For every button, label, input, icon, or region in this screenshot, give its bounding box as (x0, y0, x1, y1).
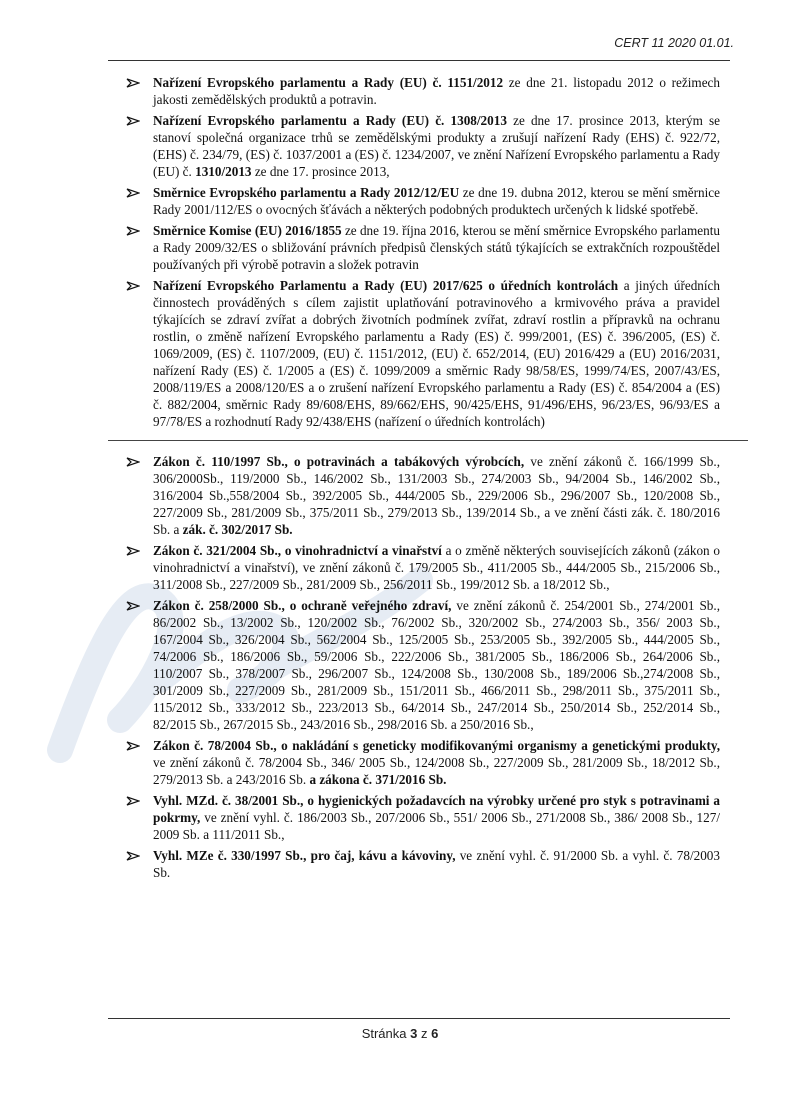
arrow-bullet-icon (126, 281, 140, 291)
legislation-text: ze dne 21. listopadu 2012 o režimech jakosti zemědělských produktů a potravin. (153, 75, 720, 107)
footer-rule (108, 1018, 730, 1019)
arrow-bullet-icon (126, 601, 140, 611)
legislation-text: ze dne 19. října 2016, kterou se mění směrnice Evropského parlamentu a Rady 2009/32/ES o sbližování právních předpisů členských států týkajících se extrakčních rozpouštědel používaných při výrobě potravin a složek potravin (153, 223, 720, 272)
arrow-bullet-icon (126, 188, 140, 198)
arrow-bullet-icon (126, 116, 140, 126)
legislation-item (120, 597, 720, 733)
document-code: CERT 11 2020 01.01. (614, 36, 734, 50)
legislation-title: Nařízení Evropského Parlamentu a Rady (EU) 2017/625 o úředních kontrolách (153, 278, 619, 293)
arrow-bullet-icon (126, 226, 140, 236)
arrow-bullet-icon (126, 457, 140, 467)
legislation-title: 1310/2013 (195, 164, 252, 179)
legislation-title: Zákon č. 321/2004 Sb., o vinohradnictví a vinařství (153, 543, 442, 558)
legislation-title: Nařízení Evropského parlamentu a Rady (EU) č. 1308/2013 (153, 113, 507, 128)
legislation-item (120, 847, 720, 881)
legislation-item (120, 277, 720, 430)
legislation-text: a o změně některých souvisejících zákonů (zákon o vinohradnictví a vinařství), ve znění zákonů č. 179/2005 Sb., 411/2005 Sb., 444/2005 Sb., 215/2006 Sb., 311/2008 Sb., 227/2009 Sb., 281/2009 Sb., 256/2011 Sb., 199/2012 Sb. a 18/2012 Sb., (153, 543, 720, 592)
document-body (120, 74, 720, 885)
legislation-title: zák. č. 302/2017 Sb. (182, 522, 293, 537)
legislation-item (120, 737, 720, 788)
arrow-bullet-icon (126, 78, 140, 88)
footer-current-page: 3 (410, 1026, 418, 1041)
legislation-text: ze dne 19. dubna 2012, kterou se mění směrnice Rady 2001/112/ES o ovocných šťávách a některých podobných produktech určených k lidské spotřebě. (153, 185, 721, 217)
legislation-item (120, 542, 720, 593)
legislation-title: a zákona č. 371/2016 Sb. (309, 772, 447, 787)
arrow-bullet-icon (126, 741, 140, 751)
legislation-title: Zákon č. 78/2004 Sb., o nakládání s geneticky modifikovanými organismy a genetickými produkty, (153, 738, 720, 753)
legislation-text: ve znění zákonů č. 166/1999 Sb., 306/2000Sb., 119/2000 Sb., 146/2002 Sb., 131/2003 Sb., 274/2003 Sb., 94/2004 Sb., 146/2002 Sb., 316/2004 Sb.,558/2004 Sb., 392/2005 Sb., 444/2005 Sb., 229/2006 Sb., 296/2007 Sb., 120/2008 Sb., 227/2009 Sb., 281/2009 Sb., 375/2011 Sb., 279/2013 Sb., 139/2014 Sb., a ve znění části zák. č. 180/2016 Sb. a (153, 454, 720, 537)
legislation-title: Vyhl. MZd. č. 38/2001 Sb., o hygienických požadavcích na výrobky určené pro styk s potravinami a pokrmy, (153, 793, 720, 825)
legislation-title: Zákon č. 258/2000 Sb., o ochraně veřejného zdraví, (153, 598, 452, 613)
legislation-title: Vyhl. MZe č. 330/1997 Sb., pro čaj, kávu a kávoviny, (153, 848, 456, 863)
arrow-bullet-icon (126, 851, 140, 861)
legislation-title: Směrnice Evropského parlamentu a Rady 2012/12/EU (153, 185, 460, 200)
footer-prefix: Stránka (361, 1026, 411, 1041)
legislation-title: Směrnice Komise (EU) 2016/1855 (153, 223, 342, 238)
footer-middle: z (417, 1026, 432, 1041)
legislation-text: ve znění vyhl. č. 91/2000 Sb. a vyhl. č. 78/2003 Sb. (153, 848, 720, 880)
legislation-title: Zákon č. 110/1997 Sb., o potravinách a tabákových výrobcích, (153, 454, 525, 469)
footer-total-pages: 6 (431, 1026, 439, 1041)
legislation-text: ve znění vyhl. č. 186/2003 Sb., 207/2006 Sb., 551/ 2006 Sb., 271/2008 Sb., 386/ 2008 Sb., 127/ 2009 Sb. a 111/2011 Sb., (153, 810, 720, 842)
header-rule (108, 60, 730, 61)
arrow-bullet-icon (126, 796, 140, 806)
arrow-bullet-icon (126, 546, 140, 556)
legislation-item (120, 222, 720, 273)
legislation-title: Nařízení Evropského parlamentu a Rady (EU) č. 1151/2012 (153, 75, 504, 90)
legislation-item (120, 74, 720, 108)
eu-legislation-list (120, 74, 720, 430)
legislation-item (120, 184, 720, 218)
legislation-text: ze dne 17. prosince 2013, kterým se stanoví společná organizace trhů se zemědělskými produkty a zrušují nařízení Rady (EHS) č. 922/72, (EHS) č. 234/79, (ES) č. 1037/2001 a (ES) č. 1234/2007, ve znění Nařízení Evropského parlamentu a Rady (EU) č. (153, 113, 720, 179)
legislation-text: a jiných úředních činnostech prováděných s cílem zajistit uplatňování potravinového a krmivového práva a pravidel týkajících se zdraví zvířat a dobrých životních podmínek zvířat, zdraví rostlin a přípravků na ochranu rostlin, o změně nařízení Evropského parlamentu a Rady (ES) č. 999/2001, (ES) č. 396/2005, (ES) č. 1069/2009, (ES) č. 1107/2009, (EU) č. 1151/2012, (EU) č. 652/2014, (EU) 2016/429 a (EU) 2016/2031, nařízení Rady (ES) č. 1/2005 a (ES) č. 1099/2009 a směrnic Rady 98/58/ES, 1999/74/ES, 2007/43/ES, 2008/119/ES a 2008/120/ES a o zrušení nařízení Evropského parlamentu a Rady (ES) č. 854/2004 a (ES) č. 882/2004, směrnic Rady 89/608/EHS, 89/662/EHS, 90/425/EHS, 91/496/EHS, 96/23/ES, 96/93/ES a 97/78/ES a rozhodnutí Rady 92/438/EHS (nařízení o úředních kontrolách) (153, 278, 721, 429)
legislation-item (120, 112, 720, 180)
legislation-item (120, 792, 720, 843)
page-footer (0, 1026, 800, 1041)
legislation-text: ze dne 17. prosince 2013, (251, 164, 390, 179)
legislation-item (120, 453, 720, 538)
legislation-text: ve znění zákonů č. 78/2004 Sb., 346/ 2005 Sb., 124/2008 Sb., 227/2009 Sb., 281/2009 Sb., 18/2012 Sb., 279/2013 Sb. a 243/2016 Sb. (153, 755, 720, 787)
section-divider (108, 440, 748, 441)
legislation-text: ve znění zákonů č. 254/2001 Sb., 274/2001 Sb., 86/2002 Sb., 13/2002 Sb., 120/2002 Sb., 76/2002 Sb., 320/2002 Sb., 274/2003 Sb., 356/ 2003 Sb., 167/2004 Sb., 326/2004 Sb., 562/2004 Sb., 125/2005 Sb., 253/2005 Sb., 392/2005 Sb., 444/2005 Sb., 74/2006 Sb., 186/2006 Sb., 59/2006 Sb., 222/2006 Sb., 381/2005 Sb., 186/2006 Sb., 264/2006 Sb., 110/2007 Sb., 378/2007 Sb., 296/2007 Sb., 124/2008 Sb., 130/2008 Sb., 189/2006 Sb.,274/2008 Sb., 301/2009 Sb., 227/2009 Sb., 281/2009 Sb., 151/2011 Sb., 466/2011 Sb., 298/2011 Sb., 375/2011 Sb., 115/2012 Sb., 333/2012 Sb., 223/2013 Sb., 64/2014 Sb., 247/2014 Sb., 250/2014 Sb., 252/2014 Sb., 82/2015 Sb., 267/2015 Sb., 243/2016 Sb., 298/2016 Sb. a 250/2016 Sb., (153, 598, 720, 732)
cz-legislation-list (120, 453, 720, 881)
